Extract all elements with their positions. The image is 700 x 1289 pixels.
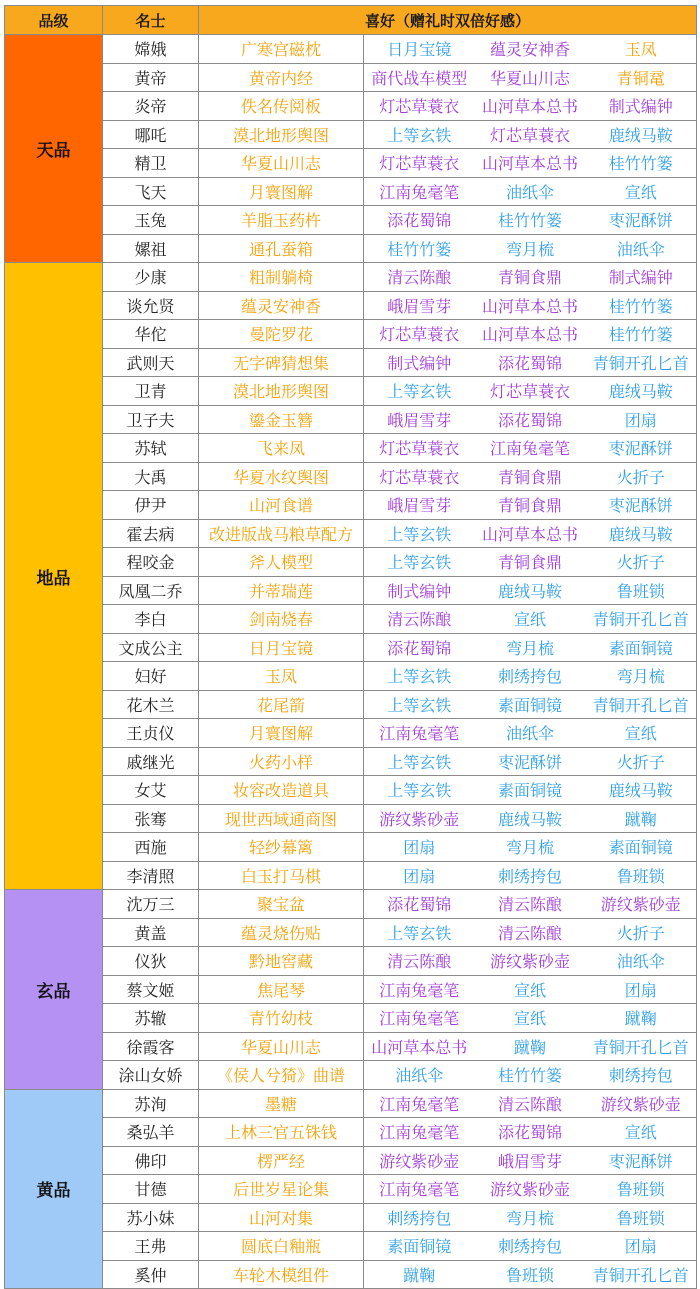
gift-item: 后世岁星论集: [199, 1175, 364, 1204]
gift-item: 枣泥酥饼: [586, 434, 697, 463]
gift-item: 鲁班锁: [586, 1175, 697, 1204]
scholar-name: 苏洵: [103, 1089, 199, 1118]
gift-item: 制式编钟: [364, 348, 475, 377]
scholar-name: 大禹: [103, 462, 199, 491]
gift-item: 白玉打马棋: [199, 861, 364, 890]
scholar-name: 涂山女娇: [103, 1061, 199, 1090]
scholar-name: 程咬金: [103, 548, 199, 577]
gift-item: 鹿绒马鞍: [475, 576, 586, 605]
gift-item: 焦尾琴: [199, 975, 364, 1004]
table-row: [5, 1146, 697, 1175]
gift-item: 宣纸: [475, 1004, 586, 1033]
scholar-name: 苏轼: [103, 434, 199, 463]
gift-item: 游纹紫砂壶: [586, 1089, 697, 1118]
gift-item: 青铜开孔匕首: [586, 1260, 697, 1289]
table-row: [5, 861, 697, 890]
table-row: [5, 120, 697, 149]
gift-item: 刺绣挎包: [364, 1203, 475, 1232]
gift-item: 曼陀罗花: [199, 320, 364, 349]
table-row: [5, 35, 697, 64]
gift-item: 峨眉雪芽: [364, 291, 475, 320]
scholar-name: 甘德: [103, 1175, 199, 1204]
table-row: [5, 63, 697, 92]
gift-item: 华夏山川志: [475, 63, 586, 92]
gift-item: 黄帝内经: [199, 63, 364, 92]
gift-item: 江南兔毫笔: [364, 1118, 475, 1147]
gift-item: 妆容改造道具: [199, 776, 364, 805]
header-likes: 喜好（赠礼时双倍好感）: [199, 6, 697, 35]
gift-item: 鲁班锁: [586, 861, 697, 890]
gift-item: 桂竹竹篓: [475, 206, 586, 235]
gift-item: 弯月梳: [475, 1203, 586, 1232]
gift-item: 上等玄铁: [364, 690, 475, 719]
gift-item: 灯芯草蓑衣: [364, 92, 475, 121]
gift-item: 青铜食鼎: [475, 548, 586, 577]
gift-item: 玉凤: [199, 662, 364, 691]
gift-item: 灯芯草蓑衣: [364, 434, 475, 463]
gift-item: 玉凤: [586, 35, 697, 64]
table-row: [5, 92, 697, 121]
gift-item: 圆底白釉瓶: [199, 1232, 364, 1261]
table-row: [5, 548, 697, 577]
gift-item: 漠北地形舆图: [199, 120, 364, 149]
table-row: [5, 1032, 697, 1061]
table-row: [5, 206, 697, 235]
gift-item: 制式编钟: [364, 576, 475, 605]
gift-item: 团扇: [586, 1232, 697, 1261]
gift-item: 华夏山川志: [199, 1032, 364, 1061]
table-row: [5, 1004, 697, 1033]
gift-item: 江南兔毫笔: [364, 1175, 475, 1204]
gift-item: 月寰图解: [199, 719, 364, 748]
gift-item: 清云陈酿: [475, 918, 586, 947]
gift-item: 清云陈酿: [364, 263, 475, 292]
gift-item: 刺绣挎包: [586, 1061, 697, 1090]
table-row: [5, 491, 697, 520]
scholar-name: 卫子夫: [103, 405, 199, 434]
gift-item: 桂竹竹篓: [586, 291, 697, 320]
gift-item: 青铜开孔匕首: [586, 1032, 697, 1061]
gift-item: 无字碑猜想集: [199, 348, 364, 377]
table-row: [5, 320, 697, 349]
scholar-name: 妇好: [103, 662, 199, 691]
gift-item: 宣纸: [475, 605, 586, 634]
gift-item: 蕴灵烧伤贴: [199, 918, 364, 947]
gift-item: 添花蜀锦: [475, 1118, 586, 1147]
gift-item: 添花蜀锦: [364, 633, 475, 662]
gift-item: 山河草本总书: [475, 519, 586, 548]
table-row: [5, 1061, 697, 1090]
scholar-name: 李白: [103, 605, 199, 634]
gift-preference-table: [4, 5, 697, 1289]
gift-item: 素面铜镜: [475, 690, 586, 719]
gift-item: 粗制躺椅: [199, 263, 364, 292]
gift-item: 添花蜀锦: [475, 405, 586, 434]
gift-item: 墨糖: [199, 1089, 364, 1118]
scholar-name: 少康: [103, 263, 199, 292]
table-row: [5, 690, 697, 719]
gift-item: 漠北地形舆图: [199, 377, 364, 406]
gift-item: 油纸伞: [475, 719, 586, 748]
gift-item: 游纹紫砂壶: [475, 947, 586, 976]
table-body: [5, 35, 697, 1289]
scholar-name: 伊尹: [103, 491, 199, 520]
gift-item: 上等玄铁: [364, 377, 475, 406]
gift-item: 佚名传阅板: [199, 92, 364, 121]
gift-item: 鹿绒马鞍: [475, 804, 586, 833]
table-row: [5, 662, 697, 691]
gift-item: 桂竹竹篓: [364, 234, 475, 263]
gift-item: 羊脂玉药杵: [199, 206, 364, 235]
gift-item: 青铜开孔匕首: [586, 605, 697, 634]
gift-item: 商代战车模型: [364, 63, 475, 92]
scholar-name: 王弗: [103, 1232, 199, 1261]
scholar-name: 蔡文姬: [103, 975, 199, 1004]
gift-item: 花尾箭: [199, 690, 364, 719]
gift-item: 添花蜀锦: [364, 206, 475, 235]
gift-item: 弯月梳: [586, 662, 697, 691]
scholar-name: 武则天: [103, 348, 199, 377]
gift-item: 上林三官五铢钱: [199, 1118, 364, 1147]
table-row: [5, 348, 697, 377]
gift-item: 鹿绒马鞍: [586, 519, 697, 548]
gift-item: 江南兔毫笔: [475, 434, 586, 463]
gift-item: 清云陈酿: [475, 1089, 586, 1118]
gift-item: 蹴鞠: [364, 1260, 475, 1289]
table-row: [5, 890, 697, 919]
gift-item: 蹴鞠: [475, 1032, 586, 1061]
header-grade: 品级: [5, 6, 103, 35]
scholar-name: 花木兰: [103, 690, 199, 719]
gift-item: 华夏山川志: [199, 149, 364, 178]
gift-item: 上等玄铁: [364, 662, 475, 691]
gift-item: 聚宝盆: [199, 890, 364, 919]
gift-item: 广寒宫磁枕: [199, 35, 364, 64]
scholar-name: 霍去病: [103, 519, 199, 548]
gift-item: 上等玄铁: [364, 548, 475, 577]
gift-item: 枣泥酥饼: [475, 747, 586, 776]
gift-item: 剑南烧春: [199, 605, 364, 634]
gift-item: 枣泥酥饼: [586, 491, 697, 520]
gift-item: 黔地窖藏: [199, 947, 364, 976]
table-row: [5, 291, 697, 320]
scholar-name: 奚仲: [103, 1260, 199, 1289]
scholar-name: 戚继光: [103, 747, 199, 776]
gift-item: 日月宝镜: [364, 35, 475, 64]
gift-item: 素面铜镜: [586, 833, 697, 862]
gift-item: 上等玄铁: [364, 747, 475, 776]
gift-item: 鲁班锁: [475, 1260, 586, 1289]
gift-item: 上等玄铁: [364, 120, 475, 149]
table-row: [5, 519, 697, 548]
scholar-name: 精卫: [103, 149, 199, 178]
gift-item: 鹿绒马鞍: [586, 776, 697, 805]
gift-item: 鹿绒马鞍: [586, 377, 697, 406]
gift-item: 山河食谱: [199, 491, 364, 520]
gift-item: 油纸伞: [586, 947, 697, 976]
gift-item: 游纹紫砂壶: [586, 890, 697, 919]
gift-item: 桂竹竹篓: [586, 149, 697, 178]
table-row: [5, 576, 697, 605]
gift-item: 改进版战马粮草配方: [199, 519, 364, 548]
gift-item: 飞来凤: [199, 434, 364, 463]
gift-item: 华夏水纹舆图: [199, 462, 364, 491]
gift-item: 弯月梳: [475, 234, 586, 263]
scholar-name: 张骞: [103, 804, 199, 833]
grade-cell: 天品: [5, 35, 103, 263]
scholar-name: 徐霞客: [103, 1032, 199, 1061]
gift-item: 宣纸: [586, 177, 697, 206]
table-row: [5, 605, 697, 634]
scholar-name: 西施: [103, 833, 199, 862]
gift-item: 清云陈酿: [364, 605, 475, 634]
gift-item: 宣纸: [586, 719, 697, 748]
table-row: [5, 177, 697, 206]
table-row: [5, 833, 697, 862]
gift-item: 青铜鼋: [586, 63, 697, 92]
table-row: [5, 1175, 697, 1204]
gift-item: 桂竹竹篓: [586, 320, 697, 349]
gift-item: 团扇: [364, 861, 475, 890]
gift-item: 添花蜀锦: [475, 348, 586, 377]
table-row: [5, 263, 697, 292]
gift-item: 青铜开孔匕首: [586, 690, 697, 719]
gift-item: 鲁班锁: [586, 1203, 697, 1232]
gift-item: 通孔蚕箱: [199, 234, 364, 263]
table-row: [5, 1089, 697, 1118]
gift-item: 峨眉雪芽: [364, 491, 475, 520]
gift-item: 刺绣挎包: [475, 662, 586, 691]
gift-item: 峨眉雪芽: [475, 1146, 586, 1175]
gift-item: 上等玄铁: [364, 519, 475, 548]
scholar-name: 黄盖: [103, 918, 199, 947]
gift-item: 峨眉雪芽: [364, 405, 475, 434]
table-row: [5, 747, 697, 776]
table-row: [5, 234, 697, 263]
scholar-name: 仪狄: [103, 947, 199, 976]
gift-item: 江南兔毫笔: [364, 177, 475, 206]
table-row: [5, 975, 697, 1004]
gift-item: 油纸伞: [364, 1061, 475, 1090]
gift-item: 青铜食鼎: [475, 462, 586, 491]
table-row: [5, 434, 697, 463]
grade-cell: 玄品: [5, 890, 103, 1090]
gift-item: 游纹紫砂壶: [475, 1175, 586, 1204]
gift-item: 灯芯草蓑衣: [475, 120, 586, 149]
gift-item: 楞严经: [199, 1146, 364, 1175]
header-name: 名士: [103, 6, 199, 35]
gift-item: 蕴灵安神香: [475, 35, 586, 64]
scholar-name: 嫦娥: [103, 35, 199, 64]
gift-item: 江南兔毫笔: [364, 1004, 475, 1033]
gift-item: 制式编钟: [586, 263, 697, 292]
scholar-name: 炎帝: [103, 92, 199, 121]
gift-item: 山河草本总书: [364, 1032, 475, 1061]
table-row: [5, 462, 697, 491]
gift-item: 轻纱幕篱: [199, 833, 364, 862]
gift-item: 团扇: [364, 833, 475, 862]
gift-item: 月寰图解: [199, 177, 364, 206]
scholar-name: 苏辙: [103, 1004, 199, 1033]
table-row: [5, 1260, 697, 1289]
table-row: [5, 405, 697, 434]
gift-item: 枣泥酥饼: [586, 206, 697, 235]
gift-item: 制式编钟: [586, 92, 697, 121]
table-row: [5, 377, 697, 406]
table-row: [5, 804, 697, 833]
gift-item: 清云陈酿: [475, 890, 586, 919]
scholar-name: 李清照: [103, 861, 199, 890]
table-row: [5, 719, 697, 748]
gift-item: 青铜食鼎: [475, 263, 586, 292]
gift-item: 弯月梳: [475, 833, 586, 862]
scholar-name: 华佗: [103, 320, 199, 349]
gift-item: 素面铜镜: [364, 1232, 475, 1261]
gift-item: 刺绣挎包: [475, 861, 586, 890]
gift-item: 油纸伞: [475, 177, 586, 206]
scholar-name: 佛印: [103, 1146, 199, 1175]
gift-item: 现世西域通商图: [199, 804, 364, 833]
gift-item: 青竹幼枝: [199, 1004, 364, 1033]
gift-item: 宣纸: [586, 1118, 697, 1147]
gift-item: 蕴灵安神香: [199, 291, 364, 320]
gift-item: 山河草本总书: [475, 92, 586, 121]
gift-item: 灯芯草蓑衣: [364, 462, 475, 491]
gift-item: 团扇: [586, 405, 697, 434]
gift-item: 清云陈酿: [364, 947, 475, 976]
gift-item: 车轮木模组件: [199, 1260, 364, 1289]
table-row: [5, 149, 697, 178]
gift-item: 斧人模型: [199, 548, 364, 577]
table-row: [5, 947, 697, 976]
gift-item: 素面铜镜: [475, 776, 586, 805]
scholar-name: 哪吒: [103, 120, 199, 149]
gift-item: 素面铜镜: [586, 633, 697, 662]
table-row: [5, 776, 697, 805]
scholar-name: 玉兔: [103, 206, 199, 235]
gift-item: 山河草本总书: [475, 149, 586, 178]
gift-item: 《侯人兮猗》曲谱: [199, 1061, 364, 1090]
gift-item: 江南兔毫笔: [364, 719, 475, 748]
gift-item: 蹴鞠: [586, 804, 697, 833]
table-row: [5, 918, 697, 947]
gift-item: 山河对集: [199, 1203, 364, 1232]
scholar-name: 苏小妹: [103, 1203, 199, 1232]
gift-item: 江南兔毫笔: [364, 1089, 475, 1118]
gift-item: 添花蜀锦: [364, 890, 475, 919]
scholar-name: 凤凰二乔: [103, 576, 199, 605]
grade-cell: 黄品: [5, 1089, 103, 1289]
scholar-name: 女艾: [103, 776, 199, 805]
gift-item: 刺绣挎包: [475, 1232, 586, 1261]
scholar-name: 卫青: [103, 377, 199, 406]
scholar-name: 黄帝: [103, 63, 199, 92]
gift-item: 灯芯草蓑衣: [364, 320, 475, 349]
gift-item: 山河草本总书: [475, 291, 586, 320]
gift-item: 火折子: [586, 548, 697, 577]
gift-item: 枣泥酥饼: [586, 1146, 697, 1175]
gift-item: 桂竹竹篓: [475, 1061, 586, 1090]
table-row: [5, 1203, 697, 1232]
gift-item: 鲁班锁: [586, 576, 697, 605]
scholar-name: 嫘祖: [103, 234, 199, 263]
gift-item: 游纹紫砂壶: [364, 804, 475, 833]
gift-item: 青铜食鼎: [475, 491, 586, 520]
gift-item: 游纹紫砂壶: [364, 1146, 475, 1175]
gift-item: 灯芯草蓑衣: [364, 149, 475, 178]
gift-item: 弯月梳: [475, 633, 586, 662]
gift-item: 青铜开孔匕首: [586, 348, 697, 377]
table-row: [5, 1232, 697, 1261]
table-row: [5, 633, 697, 662]
gift-item: 日月宝镜: [199, 633, 364, 662]
scholar-name: 飞天: [103, 177, 199, 206]
gift-item: 油纸伞: [586, 234, 697, 263]
gift-item: 火折子: [586, 747, 697, 776]
gift-item: 上等玄铁: [364, 776, 475, 805]
gift-item: 鹿绒马鞍: [586, 120, 697, 149]
gift-item: 江南兔毫笔: [364, 975, 475, 1004]
scholar-name: 王贞仪: [103, 719, 199, 748]
scholar-name: 沈万三: [103, 890, 199, 919]
gift-item: 灯芯草蓑衣: [475, 377, 586, 406]
header-row: [5, 6, 697, 35]
gift-item: 火折子: [586, 918, 697, 947]
scholar-name: 谈允贤: [103, 291, 199, 320]
table-row: [5, 1118, 697, 1147]
gift-item: 团扇: [586, 975, 697, 1004]
gift-item: 山河草本总书: [475, 320, 586, 349]
gift-item: 并蒂瑞莲: [199, 576, 364, 605]
gift-item: 火折子: [586, 462, 697, 491]
gift-item: 火药小样: [199, 747, 364, 776]
grade-cell: 地品: [5, 263, 103, 890]
gift-item: 蹴鞠: [586, 1004, 697, 1033]
scholar-name: 文成公主: [103, 633, 199, 662]
scholar-name: 桑弘羊: [103, 1118, 199, 1147]
gift-item: 上等玄铁: [364, 918, 475, 947]
gift-item: 宣纸: [475, 975, 586, 1004]
gift-item: 鎏金玉簪: [199, 405, 364, 434]
